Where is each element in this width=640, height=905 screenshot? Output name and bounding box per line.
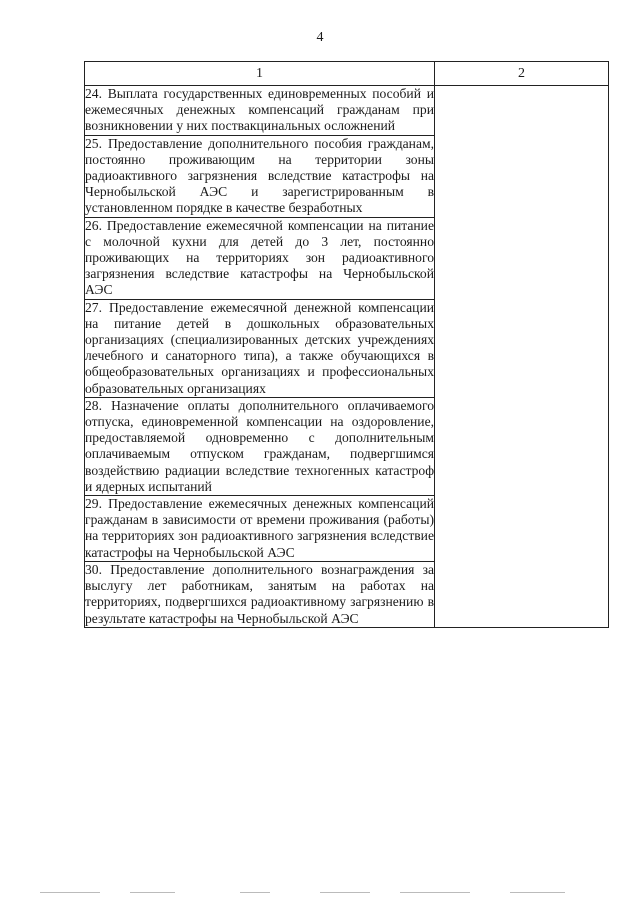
column-header-2: 2 [435,62,609,86]
page-number: 4 [316,30,324,45]
scan-artifact [510,892,565,893]
service-text: 30. Предоставление дополнительного вознаграждения за выслугу лет работникам, занятым на работах на территориях, подвергшихся радиоактивному загрязнению в результате катастрофы на Чернобыльской АЭС [85,561,434,626]
service-cell [85,561,435,627]
service-cell [85,135,435,217]
services-table [84,61,609,628]
service-text: 28. Назначение оплаты дополнительного оплачиваемого отпуска, единовременной компенсации на оздоровление, предоставляемой одновременно с дополнительным оплачиваемым отпуском гражданам, подвергшимся воздействию радиации вследствие техногенных катастроф и ядерных испытаний [85,397,434,494]
scan-artifact [40,892,100,893]
scan-artifact [130,892,175,893]
empty-cell [435,86,609,628]
column-header-1: 1 [85,62,435,86]
service-cell [85,496,435,562]
service-text: 27. Предоставление ежемесячной денежной компенсации на питание детей в дошкольных образовательных организациях (специализированных детских учреждениях лечебного и санаторного типа), а также обучающихся в общеобразовательных организациях и профессиональных образовательных организациях [85,299,434,396]
service-text: 24. Выплата государственных единовременных пособий и ежемесячных денежных компенсаций гражданам при возникновении у них поствакцинальных осложнений [85,86,434,134]
service-cell [85,299,435,397]
table-row [85,86,609,136]
table-header-row [85,62,609,86]
scan-artifact [400,892,470,893]
service-cell [85,217,435,299]
service-text: 26. Предоставление ежемесячной компенсации на питание с молочной кухни для детей до 3 лет, постоянно проживающих на территориях зон радиоактивного загрязнения вследствие катастрофы на Чернобыльской АЭС [85,217,434,298]
scan-artifact [240,892,270,893]
service-cell [85,86,435,136]
service-cell [85,397,435,495]
service-text: 29. Предоставление ежемесячных денежных компенсаций гражданам в зависимости от времени проживания (работы) на территориях зон радиоактивного загрязнения вследствие катастрофы на Чернобыльской АЭС [85,496,434,560]
scan-artifact [320,892,370,893]
service-text: 25. Предоставление дополнительного пособия гражданам, постоянно проживающим на территории зоны радиоактивного загрязнения вследствие катастрофы на Чернобыльской АЭС и зарегистрированным в установленном порядке в качестве безработных [85,135,434,216]
